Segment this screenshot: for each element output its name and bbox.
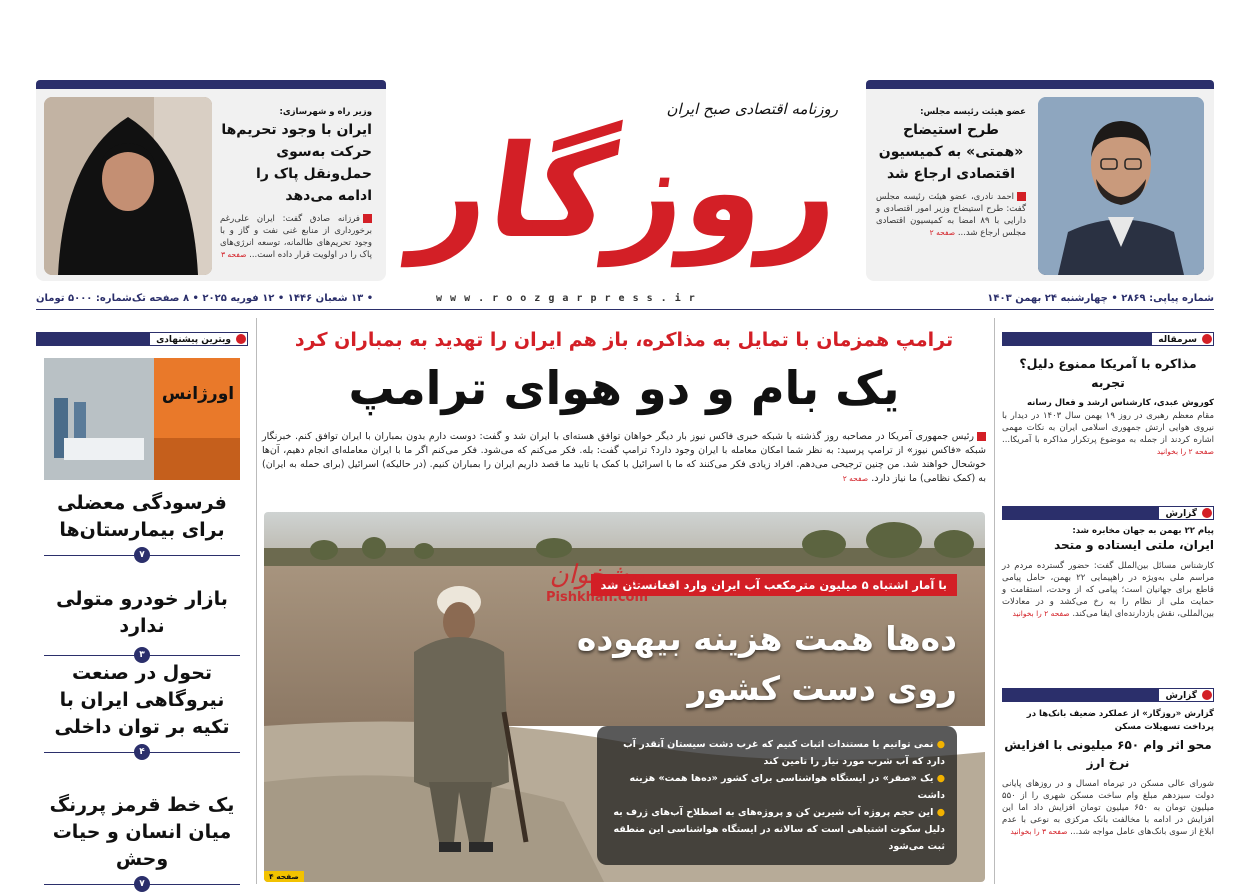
editorial-headline[interactable]: مذاکره با آمریکا ممنوع دلیل؟ تجربه — [1019, 356, 1197, 390]
left-item-headline[interactable]: فرسودگی معضلی برای بیمارستان‌ها — [57, 492, 227, 541]
top-right-body: احمد نادری، عضو هیئت رئیسه مجلس گفت: طرح استیضاح وزیر امور اقتصادی و دارایی با ۸۹ امضا به کمیسیون اقتصادی مجلس ارجاع شد... صفحه ۲ — [876, 192, 1026, 238]
top-left-page-ref[interactable]: صفحه ۳ — [221, 250, 247, 259]
editorial-body: مقام معظم رهبری در روز ۱۹ بهمن سال ۱۴۰۳ در دیدار با نیروی هوایی ارتش جمهوری اسلامی ایران به نکات مهمی اشاره کردند از جمله به موضوع پرتکرار مذاکره با آمریکا... صفحه ۲ را بخوانید — [1002, 411, 1214, 456]
photo-story-bullets — [597, 726, 957, 865]
section-dot-icon — [1202, 334, 1212, 344]
website[interactable]: w w w . r o o z g a r p r e s s . i r — [436, 293, 696, 304]
left-item-headline[interactable]: یک خط قرمز پررنگ میان انسان و حیات وحش — [49, 794, 235, 870]
left-item — [44, 484, 240, 564]
woman-portrait-icon — [44, 97, 212, 275]
column-separator — [994, 318, 995, 884]
top-left-body: فرزانه صادق گفت: ایران علی‌رغم برخورداری از منابع غنی نفت و گاز و با وجود تحریم‌های ظالمانه، توسعه انرژی‌های پاک را در اولویت قرار داده است... صفحه ۳ — [220, 214, 372, 260]
top-left-story-box — [36, 89, 386, 281]
lead-headline[interactable]: یک بام و دو هوای ترامپ — [348, 361, 900, 415]
masthead-tagline: روزنامه اقتصادی صبح ایران — [666, 100, 838, 118]
column-separator — [256, 318, 257, 884]
bullet-icon — [977, 432, 986, 441]
top-left-portrait — [44, 97, 212, 275]
right-section-editorial — [1002, 332, 1214, 458]
lead-kicker[interactable]: ترامپ همزمان با تمایل به مذاکره، باز هم ایران را تهدید به بمباران کرد — [294, 329, 954, 351]
left-item — [44, 580, 240, 664]
page-number-badge[interactable]: ۷ — [134, 876, 150, 892]
hospital-scene-image — [44, 358, 240, 480]
top-right-kicker: عضو هیئت رئیسه مجلس: — [920, 107, 1026, 117]
top-right-story-box — [866, 89, 1214, 281]
top-right-bar — [866, 80, 1214, 89]
photo-story-headline[interactable]: ده‌ها همت هزینه بیهوده روی دست کشور — [576, 619, 957, 708]
report-2-headline[interactable]: محو اثر وام ۶۵۰ میلیونی با افزایش نرخ ارز — [1004, 738, 1212, 770]
photo-bullet: ● نمی توانیم با مستندات اثبات کنیم که غرب دشت سیستان آنقدر آب دارد که آب شرب مورد نیاز را تامین کند — [623, 739, 945, 767]
issue-info: شماره پیاپی: ۲۸۶۹ • چهارشنبه ۲۴ بهمن ۱۴۰۳ — [987, 293, 1214, 304]
report-2-kicker: گزارش «روزگار» از عملکرد ضعیف بانک‌ها در پرداخت تسهیلات مسکن — [1026, 709, 1214, 732]
bullet-icon — [1017, 192, 1026, 201]
top-right-page-ref[interactable]: صفحه ۲ — [929, 228, 956, 237]
report-1-page-ref[interactable]: صفحه ۲ را بخوانید — [1012, 609, 1070, 618]
bullet-dot-icon: ● — [933, 773, 945, 784]
report-2-page-ref[interactable]: صفحه ۳ را بخوانید — [1010, 827, 1068, 836]
photo-bullet: ● یک «صفر» در ایستگاه هواشناسی برای کشور «ده‌ها همت» هزینه داشت — [629, 773, 945, 801]
man-portrait-icon — [1038, 97, 1204, 275]
page-number-badge[interactable]: ۳ — [134, 647, 150, 663]
lead-page-ref[interactable]: صفحه ۲ — [842, 474, 869, 483]
lead-story — [262, 326, 986, 486]
bullet-icon — [363, 214, 372, 223]
top-left-kicker: وزیر راه و شهرسازی: — [279, 107, 372, 117]
section-label: ویترین پیشنهادی — [149, 332, 248, 346]
hospital-sign: اورژانس — [161, 384, 235, 404]
left-item-headline[interactable]: تحول در صنعت نیروگاهی ایران با تکیه بر توان داخلی — [54, 662, 230, 738]
left-item-headline[interactable]: بازار خودرو متولی ندارد — [56, 588, 228, 637]
divider — [36, 309, 1214, 310]
page-number-badge[interactable]: ۴ — [134, 744, 150, 760]
page-divider — [44, 875, 240, 892]
photo-bullet: ● این حجم پروژه آب شیرین کن و پروژه‌های به اصطلاح آب‌های ژرف به دلیل سکوت اشتباهی است که سالانه در ایستگاه هواشناسی این منطقه ثبت می‌شود — [613, 807, 945, 852]
photo-page-ref[interactable]: صفحه ۴ — [264, 871, 304, 882]
top-right-headline[interactable]: طرح استیضاح «همتی» به کمیسیون اقتصادی ارجاع شد — [878, 122, 1024, 182]
top-left-headline[interactable]: ایران با وجود تحریم‌ها حرکت به‌سوی حمل‌ونقل پاک را ادامه می‌دهد — [221, 122, 372, 204]
section-label: گزارش — [1158, 688, 1214, 702]
left-item — [44, 788, 240, 892]
editorial-page-ref[interactable]: صفحه ۲ را بخوانید — [1156, 447, 1214, 456]
photo-story-banner[interactable]: با آمار اشتباه ۵ میلیون مترمکعب آب ایران وارد افغانستان شد — [591, 574, 958, 596]
report-2-body: شورای عالی مسکن در تیرماه امسال و در روزهای پایانی دولت سیزدهم مبلغ وام ساخت مسکن شهری را از ۵۵۰ میلیون تومان به ۶۵۰ میلیون تومان افزایش داد اما این افزایش در ادامه با مخالفت بانک مرکزی به نوعی با عدم ابلاغ از سوی بانک‌های عامل مواجه شد... صفحه ۳ را بخوانید — [1002, 779, 1214, 837]
editorial-author: کوروش عبدی، کارشناس ارشد و فعال رسانه — [1027, 398, 1214, 408]
section-label: گزارش — [1158, 506, 1214, 520]
right-column — [1002, 318, 1214, 888]
section-header — [1002, 332, 1214, 346]
section-dot-icon — [1202, 508, 1212, 518]
left-column — [36, 318, 248, 888]
page-number-badge[interactable]: ۷ — [134, 547, 150, 563]
left-item — [44, 654, 240, 761]
section-dot-icon — [236, 334, 246, 344]
section-header — [1002, 688, 1214, 702]
date-info: • ۱۳ شعبان ۱۴۴۶ • ۱۲ فوریه ۲۰۲۵ • ۸ صفحه تک‌شماره: ۵۰۰۰ تومان — [36, 293, 374, 304]
page-divider — [44, 743, 240, 761]
page-divider — [44, 546, 240, 564]
photo-story — [264, 512, 985, 882]
top-right-portrait — [1038, 97, 1204, 275]
section-header — [1002, 506, 1214, 520]
report-1-kicker: پیام ۲۲ بهمن به جهان مخابره شد: — [1072, 526, 1214, 536]
hospital-photo — [44, 358, 240, 480]
section-dot-icon — [1202, 690, 1212, 700]
right-section-report-1 — [1002, 506, 1214, 620]
bullet-dot-icon: ● — [933, 739, 945, 750]
right-section-report-2 — [1002, 688, 1214, 838]
masthead-logo-area — [400, 78, 856, 293]
section-header — [36, 332, 248, 346]
report-1-headline[interactable]: ایران، ملتی ایستاده و متحد — [1054, 538, 1214, 552]
date-bar — [36, 291, 1214, 307]
pishkhan-watermark: پیشخوان Pishkhan.com — [546, 560, 649, 605]
masthead-logo[interactable]: روزگار — [406, 118, 851, 267]
top-left-bar — [36, 80, 386, 89]
report-1-body: کارشناس مسائل بین‌الملل گفت: حضور گسترده مردم در مراسم ملی به‌ویژه در راهپیمایی ۲۲ بهمن، حامل پیامی قاطع برای جهانیان است؛ پیامی که از وحدت، استقامت و حمایت ملی از نظام را به رخ می‌کشد و در معادلات بین‌المللی، نقش بازدارنده‌ای ایفا می‌کند. صفحه ۲ را بخوانید — [1002, 561, 1214, 619]
lead-body: رئیس جمهوری آمریکا در مصاحبه روز گذشته با شبکه خبری فاکس نیوز بار دیگر خواهان توافق هسته‌ای با ایران شد و گفت: دوست دارم بدون بمباران با ایران توافق کنم. خبرنگار شبکه «فاکس نیوز» از ترامپ پرسید: به نظر شما امکان معامله با ایران وجود دارد؟ ترامپ گفت: بله. فکر می‌کنم که می‌شود. فکر می‌کنم اگر ما با ایران معامله‌ای انجام دهیم، آن‌ها خوشحال خواهند شد. من چنین ترجیحی می‌دهم. افراد زیادی فکر می‌کنند که ما با اسرائیل با کمک یا تایید ما قصد داریم ایران را بمباران کنیم. (در حالیکه) اسرائیل (برای حمله به ایران) به (کمک نظامی) ما نیاز دارد. صفحه ۲ — [262, 431, 986, 484]
bullet-dot-icon: ● — [933, 807, 945, 818]
section-label: سرمقاله — [1151, 332, 1214, 346]
left-column-header — [36, 332, 248, 346]
